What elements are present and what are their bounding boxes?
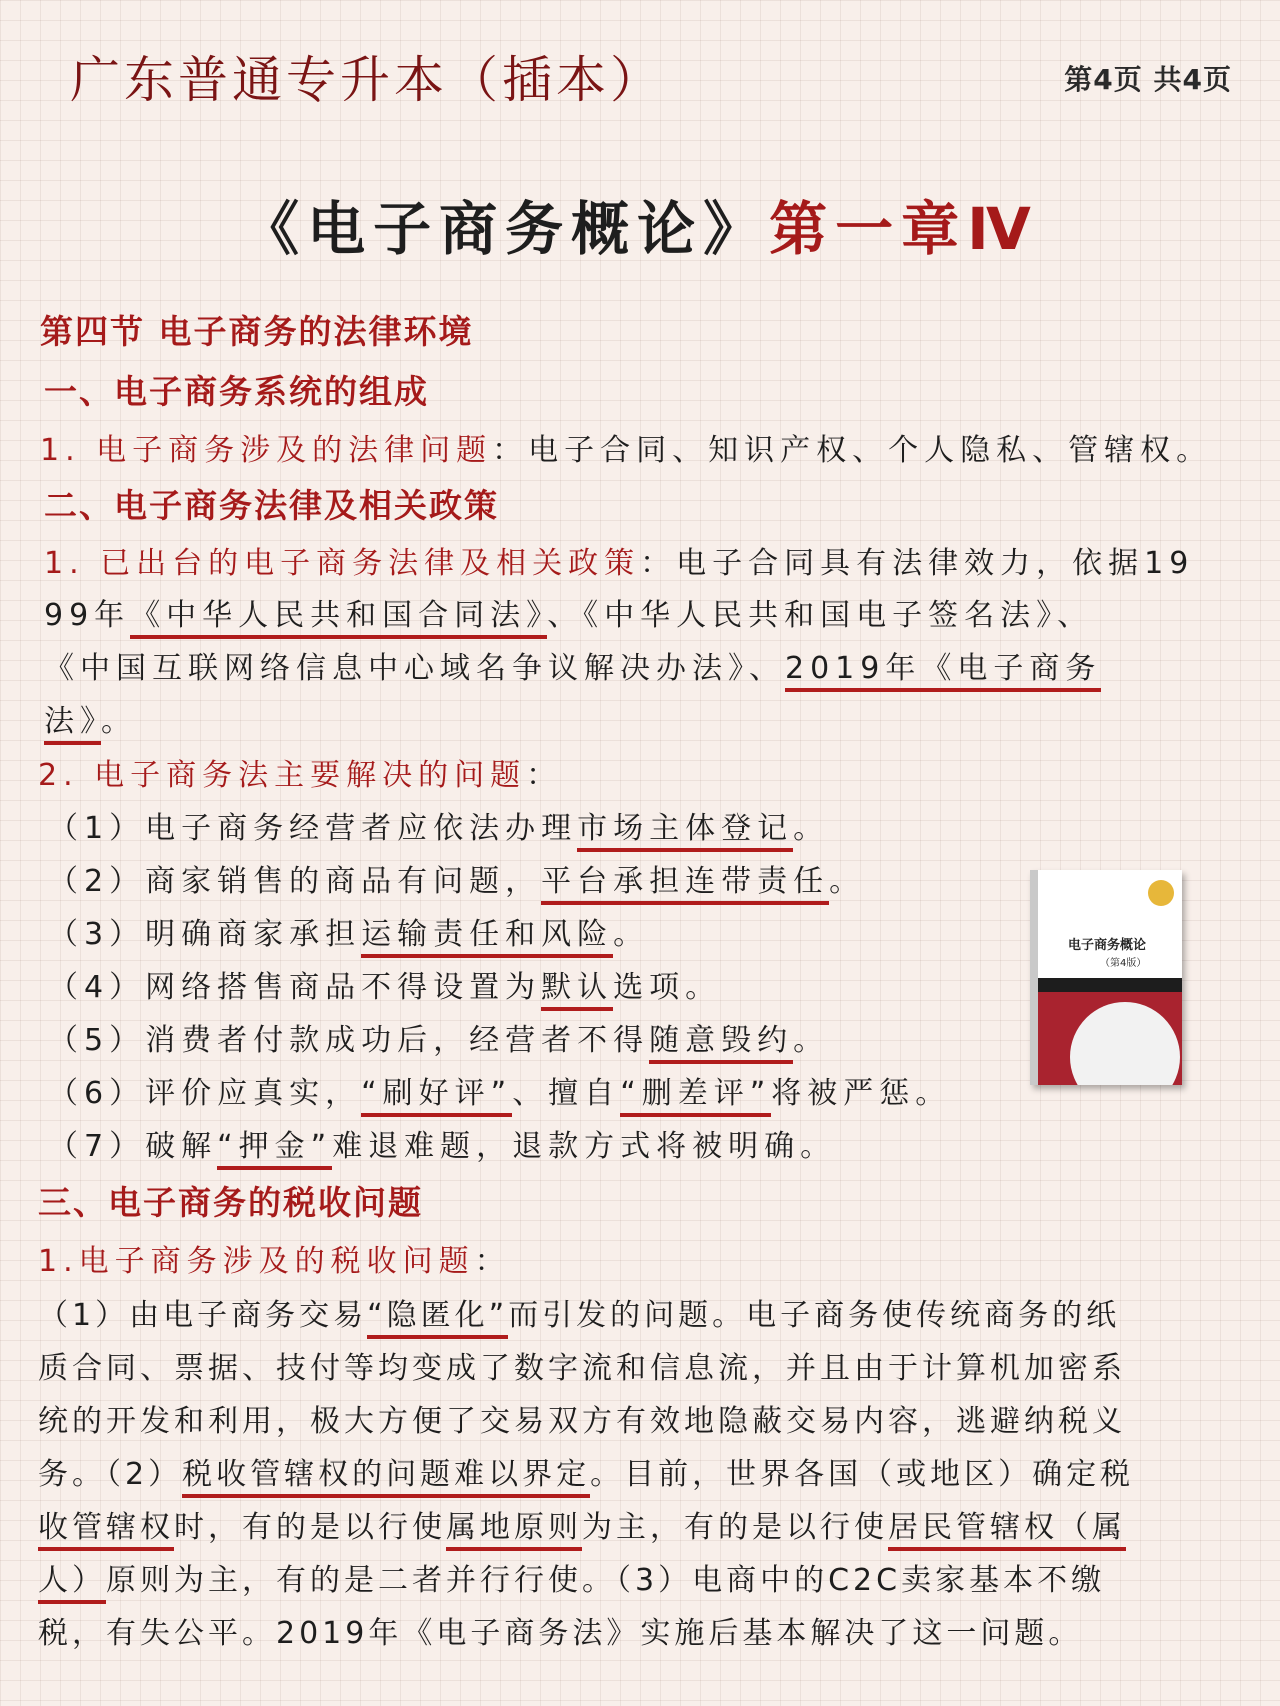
law-contract: 《中华人民共和国合同法》 bbox=[130, 598, 547, 639]
part3-item1-label: 1.电子商务涉及的税收问题 bbox=[38, 1244, 475, 1279]
part3-heading: 三、电子商务的税收问题 bbox=[38, 1183, 423, 1222]
law-ecommerce-end: 法》 bbox=[44, 704, 101, 745]
part1-heading: 一、电子商务系统的组成 bbox=[44, 372, 429, 411]
point-text: （2）商家销售的商品有问题， bbox=[48, 864, 542, 899]
text-segment: ： bbox=[474, 1244, 511, 1279]
text-segment: 原则为主，有的是二者并行行使。（3）电商中的C2C卖家基本不缴 bbox=[106, 1563, 1106, 1598]
point-text: （1）电子商务经营者应依法办理 bbox=[48, 811, 578, 846]
part2-item2 bbox=[38, 750, 562, 794]
text-segment: 而引发的问题。电子商务使传统商务的纸 bbox=[508, 1298, 1121, 1333]
text-segment: （1）由电子商务交易 bbox=[38, 1298, 368, 1333]
point-text: （5）消费者付款成功后，经营者不得 bbox=[48, 1023, 650, 1058]
page-indicator: 第4页 共4页 bbox=[1064, 63, 1232, 96]
book-seal-icon bbox=[1148, 880, 1174, 906]
point-text: （4）网络搭售商品不得设置为 bbox=[48, 970, 542, 1005]
book-edition: （第4版） bbox=[1100, 958, 1147, 969]
point-key: “删差评” bbox=[620, 1076, 771, 1117]
tax-line-4 bbox=[38, 1449, 1134, 1493]
key-term: 居民管辖权（属 bbox=[888, 1510, 1126, 1551]
point-key: “押金” bbox=[217, 1129, 332, 1170]
part3-item1 bbox=[38, 1236, 511, 1280]
point-text: 难退难题，退款方式将被明确。 bbox=[332, 1129, 837, 1164]
point-text: 。 bbox=[613, 917, 650, 952]
point-text: 。 bbox=[793, 1023, 830, 1058]
point-text: 、擅自 bbox=[512, 1076, 621, 1111]
part2-item1-line1 bbox=[44, 538, 1194, 582]
part2-item1-line4 bbox=[44, 696, 137, 740]
text-segment: ： bbox=[526, 758, 563, 793]
point-key: 默认 bbox=[541, 970, 613, 1011]
tax-line-1 bbox=[38, 1290, 1120, 1334]
tax-line-2: 质合同、票据、技付等均变成了数字流和信息流，并且由于计算机加密系 bbox=[38, 1351, 1126, 1386]
part1-item1 bbox=[40, 425, 1212, 469]
text-segment: 。 bbox=[101, 704, 137, 739]
point-key: “刷好评” bbox=[361, 1076, 512, 1117]
book-title: 电子商务概论 bbox=[1068, 938, 1147, 953]
point-text: 选项。 bbox=[613, 970, 722, 1005]
point-4 bbox=[48, 962, 721, 1006]
point-key: 平台承担连带责任 bbox=[541, 864, 829, 905]
point-1 bbox=[48, 803, 829, 847]
part2-item2-label: 2. 电子商务法主要解决的问题 bbox=[38, 758, 527, 793]
title-book-name: 《电子商务概论》 bbox=[241, 195, 770, 263]
text-segment: 为主，有的是以行使 bbox=[582, 1510, 888, 1545]
text-segment: 务。（2） bbox=[38, 1457, 183, 1492]
point-2 bbox=[48, 856, 865, 900]
point-text: 将被严惩。 bbox=[771, 1076, 952, 1111]
point-key: 运输责任和风险 bbox=[361, 917, 613, 958]
key-term: 属地原则 bbox=[446, 1510, 582, 1551]
key-term: 税收管辖权的问题难以界定 bbox=[182, 1457, 590, 1498]
point-6 bbox=[48, 1068, 951, 1112]
book-spine bbox=[1030, 870, 1038, 1085]
text-segment: 。目前，世界各国（或地区）确定税 bbox=[590, 1457, 1135, 1492]
point-3 bbox=[48, 909, 649, 953]
section-heading: 第四节 电子商务的法律环境 bbox=[40, 312, 474, 351]
point-text: （7）破解 bbox=[48, 1129, 218, 1164]
point-text: 。 bbox=[829, 864, 866, 899]
point-text: 。 bbox=[793, 811, 830, 846]
point-key: 市场主体登记 bbox=[577, 811, 793, 852]
book-cover-image bbox=[1030, 870, 1182, 1085]
point-key: 随意毁约 bbox=[649, 1023, 793, 1064]
page-title bbox=[0, 182, 1280, 266]
part1-item1-label: 1. 电子商务涉及的法律问题 bbox=[40, 433, 493, 468]
point-text: （6）评价应真实， bbox=[48, 1076, 362, 1111]
title-chapter: 第一章Ⅳ bbox=[769, 195, 1039, 263]
part1-item1-text: ：电子合同、知识产权、个人隐私、管辖权。 bbox=[492, 433, 1213, 468]
part2-item1-label: 1. 已出台的电子商务法律及相关政策 bbox=[44, 546, 641, 581]
key-term: “隐匿化” bbox=[367, 1298, 508, 1339]
text-segment: 、《中华人民共和国电子签名法》、 bbox=[547, 598, 1094, 633]
tax-line-7: 税，有失公平。2019年《电子商务法》实施后基本解决了这一问题。 bbox=[38, 1616, 1083, 1651]
key-term: 人） bbox=[38, 1563, 106, 1604]
part2-item1-line2 bbox=[44, 590, 1093, 634]
key-term: 收管辖权 bbox=[38, 1510, 174, 1551]
point-text: （3）明确商家承担 bbox=[48, 917, 362, 952]
header-title: 广东普通专升本（插本） bbox=[70, 51, 664, 109]
part2-heading: 二、电子商务法律及相关政策 bbox=[44, 486, 499, 525]
point-5 bbox=[48, 1015, 829, 1059]
law-ecommerce: 2019年《电子商务 bbox=[785, 651, 1101, 692]
part2-item1-line3 bbox=[44, 643, 1101, 687]
text-segment: 《中国互联网络信息中心域名争议解决办法》、 bbox=[44, 651, 785, 686]
part2-item1-text: ：电子合同具有法律效力，依据19 bbox=[640, 546, 1195, 581]
book-band bbox=[1038, 978, 1182, 992]
text-segment: 99年 bbox=[44, 598, 131, 633]
point-7 bbox=[48, 1121, 836, 1165]
tax-line-5 bbox=[38, 1502, 1126, 1546]
tax-line-3: 统的开发和利用，极大方便了交易双方有效地隐蔽交易内容，逃避纳税义 bbox=[38, 1404, 1126, 1439]
tax-line-6 bbox=[38, 1555, 1105, 1599]
text-segment: 时，有的是以行使 bbox=[174, 1510, 446, 1545]
